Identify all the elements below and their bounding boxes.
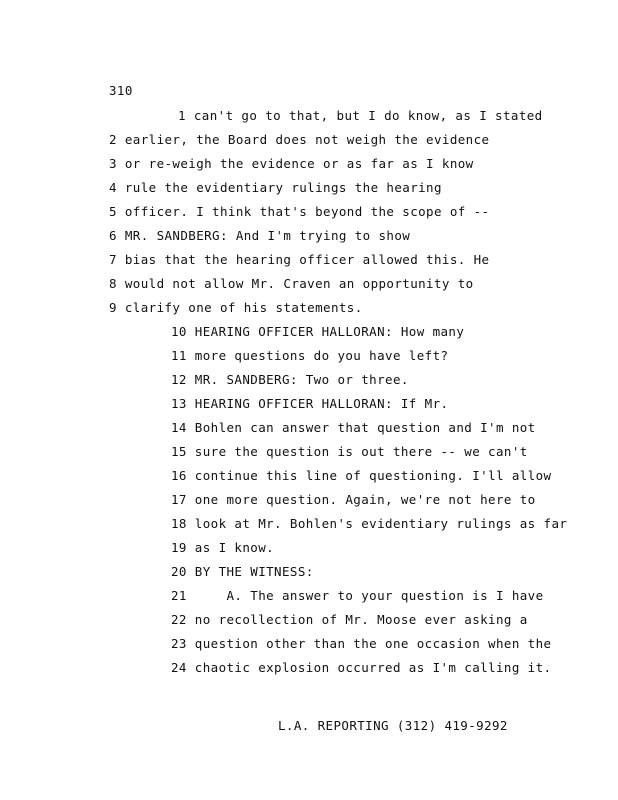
transcript-line-9 <box>109 301 363 315</box>
line-text: as I know. <box>194 540 275 555</box>
transcript-line-20 <box>171 565 314 579</box>
line-number: 22 <box>171 612 187 627</box>
transcript-line-17 <box>171 493 536 507</box>
line-text: MR. SANDBERG: And I'm trying to show <box>124 228 411 243</box>
line-number: 14 <box>171 420 187 435</box>
line-number: 1 <box>178 108 186 123</box>
line-number: 23 <box>171 636 187 651</box>
transcript-line-16 <box>171 469 551 483</box>
transcript-line-13 <box>171 397 448 411</box>
line-text: earlier, the Board does not weigh the evidence <box>124 132 490 147</box>
transcript-line-21 <box>171 589 544 603</box>
line-text: MR. SANDBERG: Two or three. <box>194 372 409 387</box>
transcript-line-15 <box>171 445 528 459</box>
page-number: 310 <box>109 83 133 98</box>
line-number: 4 <box>109 180 117 195</box>
line-number: 3 <box>109 156 117 171</box>
transcript-line-5 <box>109 205 489 219</box>
line-text: or re-weigh the evidence or as far as I know <box>124 156 474 171</box>
line-number: 18 <box>171 516 187 531</box>
transcript-line-24 <box>171 661 551 675</box>
transcript-line-18 <box>171 517 567 531</box>
transcript-line-22 <box>171 613 528 627</box>
line-text: chaotic explosion occurred as I'm calling it. <box>194 660 552 675</box>
transcript-line-4 <box>109 181 442 195</box>
line-number: 15 <box>171 444 187 459</box>
transcript-line-12 <box>171 373 409 387</box>
line-text: officer. I think that's beyond the scope of -- <box>124 204 490 219</box>
transcript-line-8 <box>109 277 474 291</box>
line-text: rule the evidentiary rulings the hearing <box>124 180 442 195</box>
line-text: continue this line of questioning. I'll allow <box>194 468 552 483</box>
transcript-line-7 <box>109 253 489 267</box>
line-number: 11 <box>171 348 187 363</box>
line-number: 16 <box>171 468 187 483</box>
line-number: 24 <box>171 660 187 675</box>
line-text: sure the question is out there -- we can't <box>194 444 528 459</box>
line-number: 5 <box>109 204 117 219</box>
line-text: can't go to that, but I do know, as I stated <box>193 108 543 123</box>
transcript-line-11 <box>171 349 448 363</box>
line-number: 8 <box>109 276 117 291</box>
line-number: 2 <box>109 132 117 147</box>
reporter-footer: L.A. REPORTING (312) 419-9292 <box>278 718 508 733</box>
line-text: Bohlen can answer that question and I'm not <box>194 420 536 435</box>
line-text: clarify one of his statements. <box>124 300 363 315</box>
line-number: 12 <box>171 372 187 387</box>
line-number: 10 <box>171 324 187 339</box>
line-number: 6 <box>109 228 117 243</box>
line-text: bias that the hearing officer allowed this. He <box>124 252 490 267</box>
line-text: HEARING OFFICER HALLORAN: How many <box>194 324 465 339</box>
transcript-line-1 <box>178 109 543 123</box>
line-text: question other than the one occasion when the <box>194 636 552 651</box>
line-text: HEARING OFFICER HALLORAN: If Mr. <box>194 396 449 411</box>
line-number: 19 <box>171 540 187 555</box>
line-text: would not allow Mr. Craven an opportunity to <box>124 276 474 291</box>
line-text: one more question. Again, we're not here to <box>194 492 536 507</box>
transcript-line-23 <box>171 637 551 651</box>
transcript-line-14 <box>171 421 536 435</box>
line-number: 21 <box>171 588 187 603</box>
transcript-line-10 <box>171 325 464 339</box>
line-number: 9 <box>109 300 117 315</box>
line-number: 17 <box>171 492 187 507</box>
line-text: look at Mr. Bohlen's evidentiary rulings as far <box>194 516 568 531</box>
line-number: 7 <box>109 252 117 267</box>
line-text: no recollection of Mr. Moose ever asking a <box>194 612 528 627</box>
transcript-line-19 <box>171 541 274 555</box>
transcript-line-3 <box>109 157 474 171</box>
transcript-line-2 <box>109 133 489 147</box>
line-text: BY THE WITNESS: <box>194 564 314 579</box>
line-number: 13 <box>171 396 187 411</box>
transcript-line-6 <box>109 229 410 243</box>
line-text: A. The answer to your question is I have <box>226 588 544 603</box>
line-number: 20 <box>171 564 187 579</box>
line-text: more questions do you have left? <box>194 348 449 363</box>
